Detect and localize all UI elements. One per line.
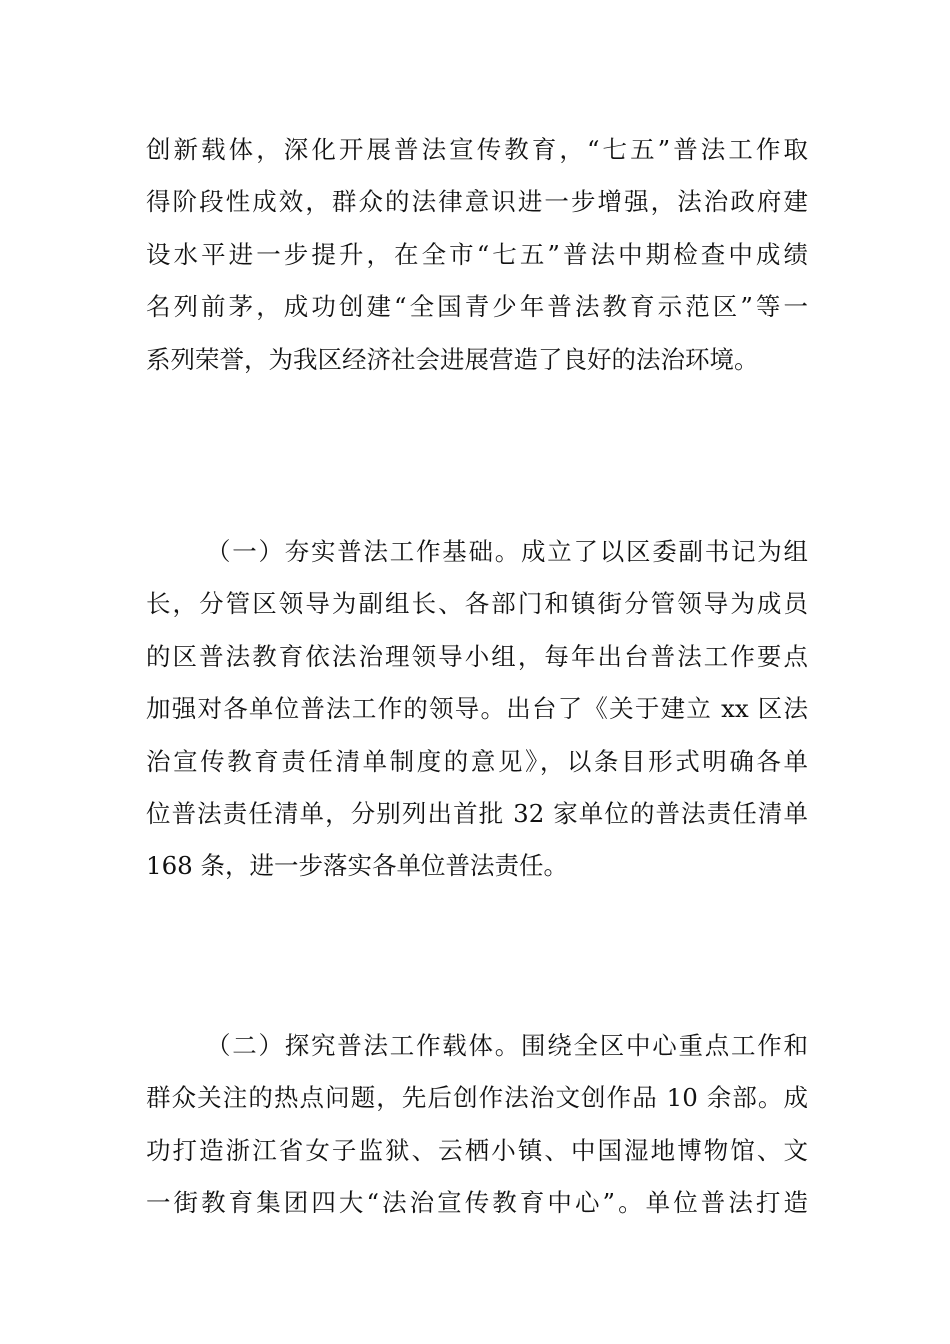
text-line: 名列前茅，成功创建“全国青少年普法教育示范区”等一 [146, 292, 808, 322]
text-line: 的区普法教育依法治理领导小组，每年出台普法工作要点 [146, 641, 808, 671]
text-line: 位普法责任清单，分别列出首批 32 家单位的普法责任清单 [146, 798, 808, 828]
paragraph-foundation [146, 526, 808, 893]
paragraph-summary [146, 124, 808, 386]
text-line: 创新载体，深化开展普法宣传教育，“七五”普法工作取 [146, 135, 808, 164]
text-line: 一街教育集团四大“法治宣传教育中心”。单位普法打造 [146, 1188, 808, 1218]
text-line: （一）夯实普法工作基础。成立了以区委副书记为组 [206, 537, 808, 566]
text-line: 系列荣誉，为我区经济社会进展营造了良好的法治环境。 [146, 344, 759, 374]
text-line: （二）探究普法工作载体。围绕全区中心重点工作和 [206, 1031, 808, 1060]
text-line: 得阶段性成效，群众的法律意识进一步增强，法治政府建 [146, 187, 808, 217]
text-line: 设水平进一步提升，在全市“七五”普法中期检查中成绩 [146, 239, 808, 269]
text-line: 治宣传教育责任清单制度的意见》，以条目形式明确各单 [146, 746, 808, 776]
text-line: 功打造浙江省女子监狱、云栖小镇、中国湿地博物馆、文 [146, 1135, 808, 1165]
text-line: 加强对各单位普法工作的领导。出台了《关于建立 xx 区法 [146, 694, 808, 724]
text-line: 群众关注的热点问题，先后创作法治文创作品 10 余部。成 [146, 1083, 808, 1113]
text-line: 长，分管区领导为副组长、各部门和镇街分管领导为成员 [146, 589, 808, 619]
text-line: 168 条，进一步落实各单位普法责任。 [146, 851, 569, 881]
paragraph-carrier [146, 1020, 808, 1230]
